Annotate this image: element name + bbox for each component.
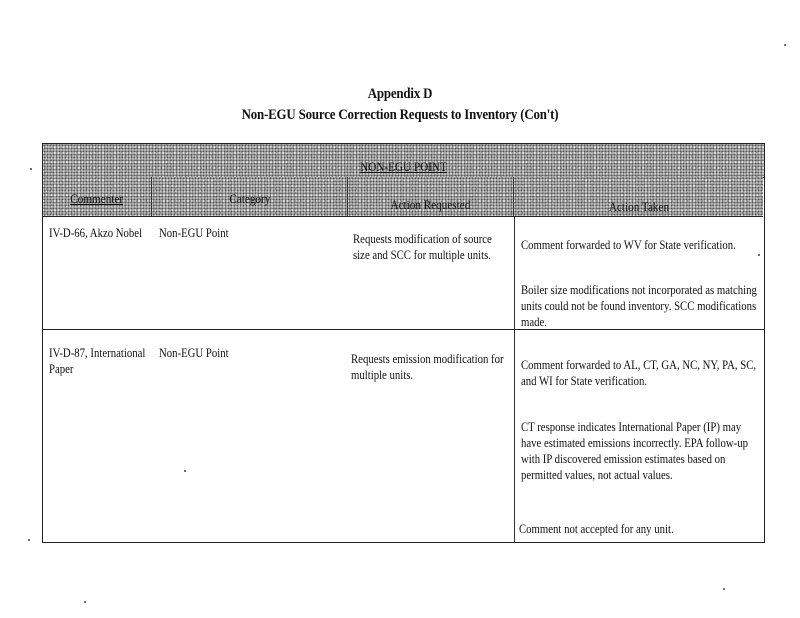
cell-category: Non-EGU Point [159,226,229,240]
cell-commenter: IV-D-66, Akzo Nobel [49,226,143,240]
appendix-label: Appendix D [367,86,433,102]
header-label: Action Taken [608,199,669,214]
scan-speck [758,254,760,256]
header-label: Commenter [70,191,124,206]
cell-action-requested: Requests emission modification for multiple units. [351,352,504,382]
header-action-requested [348,177,514,217]
scan-speck [84,601,86,603]
cell-action-taken: Boiler size modifications not incorporated as matching units could not be found inventory. SCC modifications made. [521,283,757,329]
table-band [43,144,764,178]
cell-action-taken: CT response indicates International Paper (IP) may have estimated emissions incorrectly. EPA follow-up with IP discovered emission estimates based on permitted values, not actual values. [521,420,749,482]
scan-speck [28,539,30,541]
cell-commenter: IV-D-87, International Paper [49,346,146,376]
cell-action-taken: Comment forwarded to AL, CT, GA, NC, NY, PA, SC, and WI for State verification. [521,358,757,388]
header-category [152,177,348,217]
page-title: Non-EGU Source Correction Requests to Inventory (Con't) [241,107,559,123]
header-action-taken [514,177,763,217]
cell-action-requested: Requests modification of source size and SCC for multiple units. [353,232,492,262]
row-divider [43,329,764,330]
scan-speck [30,168,32,170]
cell-action-taken: Comment not accepted for any unit. [519,522,674,536]
band-label: NON-EGU POINT [360,159,447,174]
scan-speck [723,588,725,590]
correction-requests-table [42,143,765,543]
header-commenter [43,177,152,217]
cell-action-taken: Comment forwarded to WV for State verification. [521,238,736,252]
cell-category: Non-EGU Point [159,346,229,360]
header-label: Action Requested [390,197,471,212]
scan-speck [784,44,786,46]
header-label: Category [229,191,270,206]
scan-speck [184,470,186,472]
column-divider [514,217,515,542]
